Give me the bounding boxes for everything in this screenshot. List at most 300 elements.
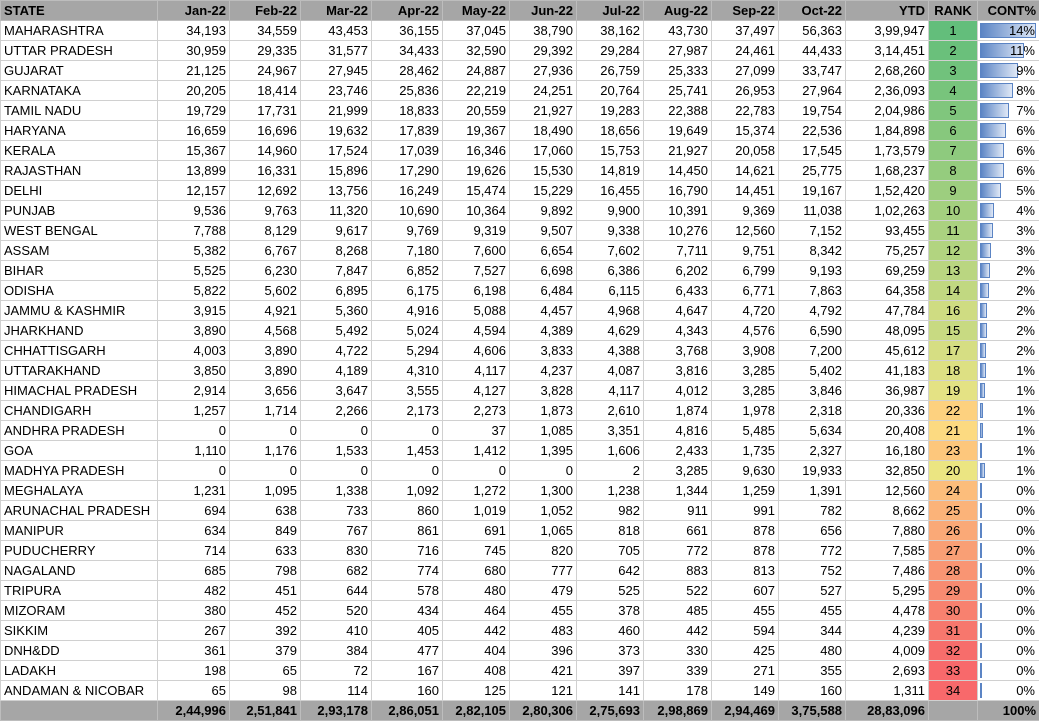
- month-value-cell[interactable]: 19,167: [779, 181, 846, 201]
- state-cell[interactable]: UTTAR PRADESH: [1, 41, 158, 61]
- state-cell[interactable]: ANDAMAN & NICOBAR: [1, 681, 158, 701]
- month-value-cell[interactable]: 2,327: [779, 441, 846, 461]
- contribution-cell[interactable]: [978, 261, 1039, 281]
- contribution-cell[interactable]: [978, 201, 1039, 221]
- month-value-cell[interactable]: 656: [779, 521, 846, 541]
- rank-cell[interactable]: 1: [929, 21, 978, 41]
- ytd-cell[interactable]: 2,68,260: [846, 61, 929, 81]
- rank-cell[interactable]: 5: [929, 101, 978, 121]
- month-value-cell[interactable]: 425: [712, 641, 779, 661]
- month-value-cell[interactable]: 15,374: [712, 121, 779, 141]
- month-value-cell[interactable]: 1,092: [372, 481, 443, 501]
- month-value-cell[interactable]: 3,816: [644, 361, 712, 381]
- contribution-cell[interactable]: [978, 601, 1039, 621]
- month-value-cell[interactable]: 830: [301, 541, 372, 561]
- column-header[interactable]: May-22: [443, 1, 510, 21]
- rank-cell[interactable]: 27: [929, 541, 978, 561]
- month-value-cell[interactable]: 477: [372, 641, 443, 661]
- month-value-cell[interactable]: 98: [230, 681, 301, 701]
- month-value-cell[interactable]: 6,590: [779, 321, 846, 341]
- month-value-cell[interactable]: 860: [372, 501, 443, 521]
- month-value-cell[interactable]: 434: [372, 601, 443, 621]
- month-value-cell[interactable]: 3,915: [158, 301, 230, 321]
- state-cell[interactable]: CHHATTISGARH: [1, 341, 158, 361]
- month-value-cell[interactable]: 408: [443, 661, 510, 681]
- contribution-cell[interactable]: [978, 381, 1039, 401]
- ytd-cell[interactable]: 16,180: [846, 441, 929, 461]
- month-value-cell[interactable]: 17,839: [372, 121, 443, 141]
- month-value-cell[interactable]: 1,300: [510, 481, 577, 501]
- contribution-cell[interactable]: [978, 581, 1039, 601]
- month-value-cell[interactable]: 878: [712, 541, 779, 561]
- contribution-cell[interactable]: [978, 481, 1039, 501]
- column-header[interactable]: Jun-22: [510, 1, 577, 21]
- column-header[interactable]: Jan-22: [158, 1, 230, 21]
- month-value-cell[interactable]: 1,735: [712, 441, 779, 461]
- month-value-cell[interactable]: 813: [712, 561, 779, 581]
- rank-cell[interactable]: 19: [929, 381, 978, 401]
- ytd-cell[interactable]: 1,52,420: [846, 181, 929, 201]
- month-value-cell[interactable]: 6,895: [301, 281, 372, 301]
- contribution-cell[interactable]: [978, 641, 1039, 661]
- month-value-cell[interactable]: 4,568: [230, 321, 301, 341]
- month-value-cell[interactable]: 0: [230, 421, 301, 441]
- month-value-cell[interactable]: 3,351: [577, 421, 644, 441]
- month-value-cell[interactable]: 65: [230, 661, 301, 681]
- contribution-cell[interactable]: [978, 661, 1039, 681]
- month-value-cell[interactable]: 27,099: [712, 61, 779, 81]
- month-value-cell[interactable]: 638: [230, 501, 301, 521]
- month-value-cell[interactable]: 22,536: [779, 121, 846, 141]
- contribution-cell[interactable]: [978, 361, 1039, 381]
- rank-cell[interactable]: 15: [929, 321, 978, 341]
- month-value-cell[interactable]: 7,527: [443, 261, 510, 281]
- month-value-cell[interactable]: 1,231: [158, 481, 230, 501]
- month-value-cell[interactable]: 642: [577, 561, 644, 581]
- contribution-cell[interactable]: [978, 121, 1039, 141]
- month-value-cell[interactable]: 6,115: [577, 281, 644, 301]
- month-value-cell[interactable]: 7,600: [443, 241, 510, 261]
- total-rank-cell[interactable]: [929, 701, 978, 721]
- month-value-cell[interactable]: 682: [301, 561, 372, 581]
- month-value-cell[interactable]: 5,634: [779, 421, 846, 441]
- month-value-cell[interactable]: 2: [577, 461, 644, 481]
- month-value-cell[interactable]: 9,369: [712, 201, 779, 221]
- month-value-cell[interactable]: 160: [779, 681, 846, 701]
- state-cell[interactable]: HIMACHAL PRADESH: [1, 381, 158, 401]
- month-value-cell[interactable]: 17,545: [779, 141, 846, 161]
- month-value-cell[interactable]: 24,967: [230, 61, 301, 81]
- contribution-cell[interactable]: [978, 621, 1039, 641]
- month-value-cell[interactable]: 12,560: [712, 221, 779, 241]
- rank-cell[interactable]: 12: [929, 241, 978, 261]
- month-value-cell[interactable]: 421: [510, 661, 577, 681]
- month-value-cell[interactable]: 714: [158, 541, 230, 561]
- month-value-cell[interactable]: 4,647: [644, 301, 712, 321]
- month-value-cell[interactable]: 25,741: [644, 81, 712, 101]
- column-header[interactable]: Sep-22: [712, 1, 779, 21]
- month-value-cell[interactable]: 5,088: [443, 301, 510, 321]
- rank-cell[interactable]: 18: [929, 361, 978, 381]
- month-value-cell[interactable]: 27,945: [301, 61, 372, 81]
- ytd-cell[interactable]: 2,36,093: [846, 81, 929, 101]
- state-cell[interactable]: MANIPUR: [1, 521, 158, 541]
- column-header[interactable]: Jul-22: [577, 1, 644, 21]
- month-value-cell[interactable]: 3,850: [158, 361, 230, 381]
- month-value-cell[interactable]: 13,756: [301, 181, 372, 201]
- month-value-cell[interactable]: 178: [644, 681, 712, 701]
- month-value-cell[interactable]: 694: [158, 501, 230, 521]
- month-value-cell[interactable]: 410: [301, 621, 372, 641]
- column-header[interactable]: STATE: [1, 1, 158, 21]
- month-value-cell[interactable]: 818: [577, 521, 644, 541]
- month-value-cell[interactable]: 594: [712, 621, 779, 641]
- ytd-cell[interactable]: 1,73,579: [846, 141, 929, 161]
- ytd-cell[interactable]: 36,987: [846, 381, 929, 401]
- ytd-cell[interactable]: 3,14,451: [846, 41, 929, 61]
- total-month-cell[interactable]: 2,44,996: [158, 701, 230, 721]
- rank-cell[interactable]: 6: [929, 121, 978, 141]
- ytd-cell[interactable]: 69,259: [846, 261, 929, 281]
- month-value-cell[interactable]: 3,833: [510, 341, 577, 361]
- month-value-cell[interactable]: 8,342: [779, 241, 846, 261]
- state-cell[interactable]: ANDHRA PRADESH: [1, 421, 158, 441]
- month-value-cell[interactable]: 7,200: [779, 341, 846, 361]
- month-value-cell[interactable]: 782: [779, 501, 846, 521]
- column-header[interactable]: Aug-22: [644, 1, 712, 21]
- rank-cell[interactable]: 16: [929, 301, 978, 321]
- month-value-cell[interactable]: 1,391: [779, 481, 846, 501]
- state-cell[interactable]: ASSAM: [1, 241, 158, 261]
- total-month-cell[interactable]: 3,75,588: [779, 701, 846, 721]
- ytd-cell[interactable]: 47,784: [846, 301, 929, 321]
- month-value-cell[interactable]: 267: [158, 621, 230, 641]
- state-cell[interactable]: MAHARASHTRA: [1, 21, 158, 41]
- state-cell[interactable]: PUDUCHERRY: [1, 541, 158, 561]
- ytd-cell[interactable]: 20,336: [846, 401, 929, 421]
- state-cell[interactable]: MADHYA PRADESH: [1, 461, 158, 481]
- ytd-cell[interactable]: 4,478: [846, 601, 929, 621]
- month-value-cell[interactable]: 397: [577, 661, 644, 681]
- month-value-cell[interactable]: 455: [712, 601, 779, 621]
- month-value-cell[interactable]: 878: [712, 521, 779, 541]
- contribution-cell[interactable]: [978, 41, 1039, 61]
- month-value-cell[interactable]: 2,914: [158, 381, 230, 401]
- month-value-cell[interactable]: 14,960: [230, 141, 301, 161]
- month-value-cell[interactable]: 772: [779, 541, 846, 561]
- month-value-cell[interactable]: 30,959: [158, 41, 230, 61]
- state-cell[interactable]: KERALA: [1, 141, 158, 161]
- month-value-cell[interactable]: 4,388: [577, 341, 644, 361]
- month-value-cell[interactable]: 7,847: [301, 261, 372, 281]
- month-value-cell[interactable]: 991: [712, 501, 779, 521]
- month-value-cell[interactable]: 12,157: [158, 181, 230, 201]
- ytd-cell[interactable]: 1,02,263: [846, 201, 929, 221]
- month-value-cell[interactable]: 527: [779, 581, 846, 601]
- month-value-cell[interactable]: 3,846: [779, 381, 846, 401]
- state-cell[interactable]: PUNJAB: [1, 201, 158, 221]
- month-value-cell[interactable]: 820: [510, 541, 577, 561]
- month-value-cell[interactable]: 3,285: [712, 361, 779, 381]
- month-value-cell[interactable]: 339: [644, 661, 712, 681]
- month-value-cell[interactable]: 3,285: [712, 381, 779, 401]
- month-value-cell[interactable]: 26,759: [577, 61, 644, 81]
- month-value-cell[interactable]: 27,987: [644, 41, 712, 61]
- month-value-cell[interactable]: 5,602: [230, 281, 301, 301]
- month-value-cell[interactable]: 5,024: [372, 321, 443, 341]
- ytd-cell[interactable]: 7,486: [846, 561, 929, 581]
- month-value-cell[interactable]: 1,095: [230, 481, 301, 501]
- month-value-cell[interactable]: 271: [712, 661, 779, 681]
- state-cell[interactable]: JHARKHAND: [1, 321, 158, 341]
- month-value-cell[interactable]: 38,790: [510, 21, 577, 41]
- month-value-cell[interactable]: 114: [301, 681, 372, 701]
- ytd-cell[interactable]: 32,850: [846, 461, 929, 481]
- rank-cell[interactable]: 8: [929, 161, 978, 181]
- month-value-cell[interactable]: 9,630: [712, 461, 779, 481]
- month-value-cell[interactable]: 19,626: [443, 161, 510, 181]
- month-value-cell[interactable]: 16,790: [644, 181, 712, 201]
- month-value-cell[interactable]: 15,229: [510, 181, 577, 201]
- month-value-cell[interactable]: 6,386: [577, 261, 644, 281]
- month-value-cell[interactable]: 1,395: [510, 441, 577, 461]
- month-value-cell[interactable]: 14,819: [577, 161, 644, 181]
- state-cell[interactable]: GUJARAT: [1, 61, 158, 81]
- ytd-cell[interactable]: 7,880: [846, 521, 929, 541]
- month-value-cell[interactable]: 4,237: [510, 361, 577, 381]
- month-value-cell[interactable]: 442: [644, 621, 712, 641]
- month-value-cell[interactable]: 0: [301, 421, 372, 441]
- state-cell[interactable]: MEGHALAYA: [1, 481, 158, 501]
- month-value-cell[interactable]: 1,257: [158, 401, 230, 421]
- month-value-cell[interactable]: 4,792: [779, 301, 846, 321]
- month-value-cell[interactable]: 27,964: [779, 81, 846, 101]
- month-value-cell[interactable]: 198: [158, 661, 230, 681]
- ytd-cell[interactable]: 12,560: [846, 481, 929, 501]
- month-value-cell[interactable]: 20,764: [577, 81, 644, 101]
- state-cell[interactable]: KARNATAKA: [1, 81, 158, 101]
- rank-cell[interactable]: 14: [929, 281, 978, 301]
- month-value-cell[interactable]: 29,284: [577, 41, 644, 61]
- state-cell[interactable]: ODISHA: [1, 281, 158, 301]
- month-value-cell[interactable]: 772: [644, 541, 712, 561]
- month-value-cell[interactable]: 373: [577, 641, 644, 661]
- month-value-cell[interactable]: 344: [779, 621, 846, 641]
- total-month-cell[interactable]: 2,80,306: [510, 701, 577, 721]
- state-cell[interactable]: TAMIL NADU: [1, 101, 158, 121]
- month-value-cell[interactable]: 19,632: [301, 121, 372, 141]
- total-ytd-cell[interactable]: 28,83,096: [846, 701, 929, 721]
- state-cell[interactable]: DNH&DD: [1, 641, 158, 661]
- month-value-cell[interactable]: 705: [577, 541, 644, 561]
- month-value-cell[interactable]: 685: [158, 561, 230, 581]
- contribution-cell[interactable]: [978, 241, 1039, 261]
- month-value-cell[interactable]: 451: [230, 581, 301, 601]
- month-value-cell[interactable]: 380: [158, 601, 230, 621]
- month-value-cell[interactable]: 452: [230, 601, 301, 621]
- month-value-cell[interactable]: 15,896: [301, 161, 372, 181]
- state-cell[interactable]: UTTARAKHAND: [1, 361, 158, 381]
- month-value-cell[interactable]: 9,892: [510, 201, 577, 221]
- month-value-cell[interactable]: 442: [443, 621, 510, 641]
- month-value-cell[interactable]: 4,003: [158, 341, 230, 361]
- month-value-cell[interactable]: 1,338: [301, 481, 372, 501]
- month-value-cell[interactable]: 1,110: [158, 441, 230, 461]
- month-value-cell[interactable]: 18,414: [230, 81, 301, 101]
- month-value-cell[interactable]: 16,659: [158, 121, 230, 141]
- month-value-cell[interactable]: 34,193: [158, 21, 230, 41]
- month-value-cell[interactable]: 633: [230, 541, 301, 561]
- month-value-cell[interactable]: 4,127: [443, 381, 510, 401]
- contribution-cell[interactable]: [978, 181, 1039, 201]
- month-value-cell[interactable]: 330: [644, 641, 712, 661]
- total-month-cell[interactable]: 2,94,469: [712, 701, 779, 721]
- rank-cell[interactable]: 2: [929, 41, 978, 61]
- month-value-cell[interactable]: 4,012: [644, 381, 712, 401]
- month-value-cell[interactable]: 379: [230, 641, 301, 661]
- month-value-cell[interactable]: 774: [372, 561, 443, 581]
- ytd-cell[interactable]: 8,662: [846, 501, 929, 521]
- month-value-cell[interactable]: 6,433: [644, 281, 712, 301]
- month-value-cell[interactable]: 21,927: [644, 141, 712, 161]
- ytd-cell[interactable]: 2,04,986: [846, 101, 929, 121]
- month-value-cell[interactable]: 18,490: [510, 121, 577, 141]
- month-value-cell[interactable]: 2,433: [644, 441, 712, 461]
- contribution-cell[interactable]: [978, 21, 1039, 41]
- month-value-cell[interactable]: 680: [443, 561, 510, 581]
- month-value-cell[interactable]: 29,392: [510, 41, 577, 61]
- month-value-cell[interactable]: 5,360: [301, 301, 372, 321]
- month-value-cell[interactable]: 16,455: [577, 181, 644, 201]
- contribution-cell[interactable]: [978, 401, 1039, 421]
- month-value-cell[interactable]: 378: [577, 601, 644, 621]
- month-value-cell[interactable]: 0: [158, 461, 230, 481]
- column-header[interactable]: Feb-22: [230, 1, 301, 21]
- month-value-cell[interactable]: 1,453: [372, 441, 443, 461]
- contribution-cell[interactable]: [978, 141, 1039, 161]
- month-value-cell[interactable]: 7,788: [158, 221, 230, 241]
- month-value-cell[interactable]: 167: [372, 661, 443, 681]
- month-value-cell[interactable]: 22,388: [644, 101, 712, 121]
- month-value-cell[interactable]: 355: [779, 661, 846, 681]
- month-value-cell[interactable]: 13,899: [158, 161, 230, 181]
- month-value-cell[interactable]: 798: [230, 561, 301, 581]
- month-value-cell[interactable]: 18,833: [372, 101, 443, 121]
- month-value-cell[interactable]: 37,497: [712, 21, 779, 41]
- month-value-cell[interactable]: 464: [443, 601, 510, 621]
- month-value-cell[interactable]: 9,900: [577, 201, 644, 221]
- column-header[interactable]: Apr-22: [372, 1, 443, 21]
- contribution-cell[interactable]: [978, 61, 1039, 81]
- month-value-cell[interactable]: 14,621: [712, 161, 779, 181]
- month-value-cell[interactable]: 392: [230, 621, 301, 641]
- contribution-cell[interactable]: [978, 81, 1039, 101]
- total-month-cell[interactable]: 2,51,841: [230, 701, 301, 721]
- month-value-cell[interactable]: 19,283: [577, 101, 644, 121]
- month-value-cell[interactable]: 1,238: [577, 481, 644, 501]
- month-value-cell[interactable]: 19,933: [779, 461, 846, 481]
- ytd-cell[interactable]: 4,009: [846, 641, 929, 661]
- month-value-cell[interactable]: 1,412: [443, 441, 510, 461]
- month-value-cell[interactable]: 5,822: [158, 281, 230, 301]
- month-value-cell[interactable]: 16,346: [443, 141, 510, 161]
- ytd-cell[interactable]: 75,257: [846, 241, 929, 261]
- month-value-cell[interactable]: 777: [510, 561, 577, 581]
- rank-cell[interactable]: 24: [929, 481, 978, 501]
- month-value-cell[interactable]: 1,874: [644, 401, 712, 421]
- month-value-cell[interactable]: 4,189: [301, 361, 372, 381]
- month-value-cell[interactable]: 9,769: [372, 221, 443, 241]
- month-value-cell[interactable]: 17,290: [372, 161, 443, 181]
- month-value-cell[interactable]: 9,763: [230, 201, 301, 221]
- month-value-cell[interactable]: 15,530: [510, 161, 577, 181]
- month-value-cell[interactable]: 0: [443, 461, 510, 481]
- total-label-cell[interactable]: [1, 701, 158, 721]
- contribution-cell[interactable]: [978, 461, 1039, 481]
- month-value-cell[interactable]: 767: [301, 521, 372, 541]
- month-value-cell[interactable]: 578: [372, 581, 443, 601]
- ytd-cell[interactable]: 3,99,947: [846, 21, 929, 41]
- month-value-cell[interactable]: 482: [158, 581, 230, 601]
- month-value-cell[interactable]: 4,343: [644, 321, 712, 341]
- month-value-cell[interactable]: 25,836: [372, 81, 443, 101]
- contribution-cell[interactable]: [978, 301, 1039, 321]
- month-value-cell[interactable]: 480: [779, 641, 846, 661]
- month-value-cell[interactable]: 9,193: [779, 261, 846, 281]
- month-value-cell[interactable]: 25,775: [779, 161, 846, 181]
- month-value-cell[interactable]: 0: [372, 421, 443, 441]
- month-value-cell[interactable]: 19,754: [779, 101, 846, 121]
- rank-cell[interactable]: 21: [929, 421, 978, 441]
- month-value-cell[interactable]: 8,268: [301, 241, 372, 261]
- month-value-cell[interactable]: 3,647: [301, 381, 372, 401]
- month-value-cell[interactable]: 7,602: [577, 241, 644, 261]
- rank-cell[interactable]: 31: [929, 621, 978, 641]
- month-value-cell[interactable]: 17,731: [230, 101, 301, 121]
- month-value-cell[interactable]: 691: [443, 521, 510, 541]
- contribution-cell[interactable]: [978, 541, 1039, 561]
- month-value-cell[interactable]: 0: [230, 461, 301, 481]
- month-value-cell[interactable]: 20,559: [443, 101, 510, 121]
- month-value-cell[interactable]: 1,085: [510, 421, 577, 441]
- total-month-cell[interactable]: 2,75,693: [577, 701, 644, 721]
- month-value-cell[interactable]: 2,266: [301, 401, 372, 421]
- month-value-cell[interactable]: 405: [372, 621, 443, 641]
- state-cell[interactable]: NAGALAND: [1, 561, 158, 581]
- month-value-cell[interactable]: 2,273: [443, 401, 510, 421]
- month-value-cell[interactable]: 396: [510, 641, 577, 661]
- ytd-cell[interactable]: 48,095: [846, 321, 929, 341]
- rank-cell[interactable]: 23: [929, 441, 978, 461]
- month-value-cell[interactable]: 483: [510, 621, 577, 641]
- contribution-cell[interactable]: [978, 441, 1039, 461]
- month-value-cell[interactable]: 4,594: [443, 321, 510, 341]
- contribution-cell[interactable]: [978, 101, 1039, 121]
- ytd-cell[interactable]: 41,183: [846, 361, 929, 381]
- rank-cell[interactable]: 11: [929, 221, 978, 241]
- rank-cell[interactable]: 29: [929, 581, 978, 601]
- month-value-cell[interactable]: 11,320: [301, 201, 372, 221]
- rank-cell[interactable]: 32: [929, 641, 978, 661]
- month-value-cell[interactable]: 24,461: [712, 41, 779, 61]
- state-cell[interactable]: MIZORAM: [1, 601, 158, 621]
- total-contribution-cell[interactable]: 100%: [978, 701, 1039, 721]
- ytd-cell[interactable]: 93,455: [846, 221, 929, 241]
- ytd-cell[interactable]: 7,585: [846, 541, 929, 561]
- column-header[interactable]: Mar-22: [301, 1, 372, 21]
- ytd-cell[interactable]: 1,311: [846, 681, 929, 701]
- rank-cell[interactable]: 33: [929, 661, 978, 681]
